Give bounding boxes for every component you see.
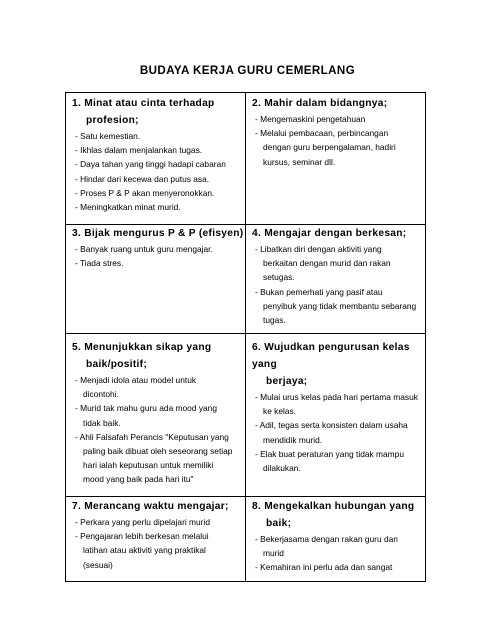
bullet-list [252, 112, 426, 169]
list-item-text: - Perkara yang perlu dipelajari murid [75, 517, 210, 527]
page-title: BUDAYA KERJA GURU CEMERLANG [139, 64, 356, 77]
cell-5 [72, 339, 244, 487]
list-item [252, 126, 426, 169]
list-item-text: tidak baik. [83, 417, 121, 428]
list-item [252, 390, 426, 418]
content-table [65, 92, 426, 582]
list-item [72, 129, 244, 143]
list-item-text: tugas. [263, 315, 286, 326]
column-divider [245, 93, 246, 581]
list-item-text: - Menjadi idola atau model untuk [75, 375, 197, 385]
list-item-text: - Ahli Falsafah Perancis "Keputusan yang [75, 431, 229, 442]
list-item-text: (sesuai) [83, 559, 113, 570]
list-item [252, 112, 426, 126]
list-item-text: - Tiada stres. [75, 258, 124, 269]
list-item-text: - Adil, tegas serta konsisten dalam usaha [255, 420, 408, 431]
list-item-text: mood yang baik pada hari itu" [83, 474, 194, 485]
list-item-text: berkaitan dengan murid dan rakan [263, 258, 391, 269]
list-item [72, 401, 244, 429]
list-item [252, 418, 426, 446]
bullet-list [72, 242, 244, 270]
list-item [252, 447, 426, 475]
bullet-list [252, 390, 426, 475]
list-item [252, 285, 426, 328]
cell-heading [252, 225, 426, 242]
cell-8 [252, 498, 426, 575]
list-item-text: kursus, seminar dll. [263, 156, 336, 167]
list-item [72, 515, 244, 529]
list-item-text: - Hindar dari kecewa dan putus asa. [75, 173, 210, 184]
bullet-list [252, 242, 426, 327]
list-item [72, 186, 244, 200]
cell-6 [252, 339, 426, 475]
list-item-text: hari ialah keputusan untuk memiliki [83, 460, 214, 471]
cell-heading-line: profesion; [86, 115, 139, 126]
cell-heading-line: baik; [266, 518, 292, 529]
bullet-list [72, 515, 244, 572]
list-item-text: mendidik murid. [263, 434, 323, 445]
cell-heading [252, 498, 426, 532]
cell-heading-line: 1. Minat atau cinta terhadap [72, 98, 215, 109]
list-item-text: penyibuk yang tidak membantu sebarang [263, 300, 417, 311]
cell-7 [72, 498, 244, 572]
cell-2 [252, 95, 426, 169]
row-divider [66, 496, 425, 497]
list-item [72, 172, 244, 186]
cell-heading [72, 225, 244, 242]
cell-heading-line: 8. Mengekalkan hubungan yang [252, 501, 415, 512]
list-item [72, 430, 244, 487]
list-item-text: - Bekerjasama dengan rakan guru dan [255, 534, 398, 544]
cell-heading-line: baik/positif; [86, 359, 148, 370]
bullet-list [252, 532, 426, 575]
list-item [252, 532, 426, 560]
list-item-text: - Meningkatkan minat murid. [75, 202, 181, 213]
list-item-text: - Mengemaskini pengetahuan [255, 114, 366, 124]
cell-heading-line: 4. Mengajar dengan berkesan; [252, 228, 407, 239]
list-item-text: - Satu kemestian. [75, 131, 141, 141]
cell-heading-line: berjaya; [266, 376, 308, 387]
cell-heading-line: 2. Mahir dalam bidangnya; [252, 98, 388, 109]
list-item [72, 529, 244, 572]
list-item-text: - Mulai urus kelas pada hari pertama masuk [255, 392, 418, 402]
cell-1 [72, 95, 244, 214]
list-item-text: setugas. [263, 272, 295, 283]
list-item-text: - Elak buat peraturan yang tidak mampu [255, 448, 404, 459]
list-item-text: - Banyak ruang untuk guru mengajar. [75, 244, 213, 254]
list-item [72, 256, 244, 270]
list-item [72, 242, 244, 256]
cell-heading-line: 7. Merancang waktu mengajar; [72, 501, 229, 512]
list-item-text: dicontohi. [83, 389, 119, 400]
cell-heading-line: 6. Wujudkan pengurusan kelas yang [252, 342, 410, 370]
cell-heading [72, 95, 244, 129]
list-item-text: - Proses P & P akan menyeronokkan. [75, 187, 215, 198]
list-item [72, 200, 244, 214]
list-item-text: - Murid tak mahu guru ada mood yang [75, 403, 217, 414]
list-item-text: - Bukan pemerhati yang pasif atau [255, 286, 383, 297]
row-divider [66, 333, 425, 334]
list-item [252, 560, 426, 574]
list-item [72, 373, 244, 401]
cell-heading-line: 5. Menunjukkan sikap yang [72, 342, 212, 353]
list-item-text: paling baik dibuat oleh seseorang setiap [83, 446, 233, 457]
list-item [72, 157, 244, 171]
list-item [72, 143, 244, 157]
cell-3 [72, 225, 244, 270]
list-item-text: ke kelas. [263, 406, 297, 417]
cell-heading [252, 339, 426, 390]
cell-heading [72, 498, 244, 515]
list-item-text: - Ikhlas dalam menjalankan tugas. [75, 145, 203, 156]
list-item-text: - Libatkan diri dengan aktiviti yang [255, 244, 382, 254]
bullet-list [72, 129, 244, 214]
bullet-list [72, 373, 244, 487]
list-item-text: - Pengajaran lebih berkesan melalui [75, 531, 209, 542]
cell-heading-line: 3. Bijak mengurus P & P (efisyen) [72, 228, 244, 239]
cell-heading [252, 95, 426, 112]
list-item-text: dilakukan. [263, 463, 301, 474]
list-item-text: - Kemahiran ini perlu ada dan sangat [255, 562, 393, 573]
list-item-text: latihan atau aktiviti yang praktikal [83, 545, 206, 556]
cell-4 [252, 225, 426, 327]
list-item-text: - Daya tahan yang tinggi hadapi cabaran [75, 159, 226, 170]
list-item-text: murid [263, 548, 284, 559]
cell-heading [72, 339, 244, 373]
list-item-text: dengan guru berpengalaman, hadiri [263, 142, 396, 153]
list-item [252, 242, 426, 285]
list-item-text: - Melalui pembacaan, perbincangan [255, 128, 389, 139]
